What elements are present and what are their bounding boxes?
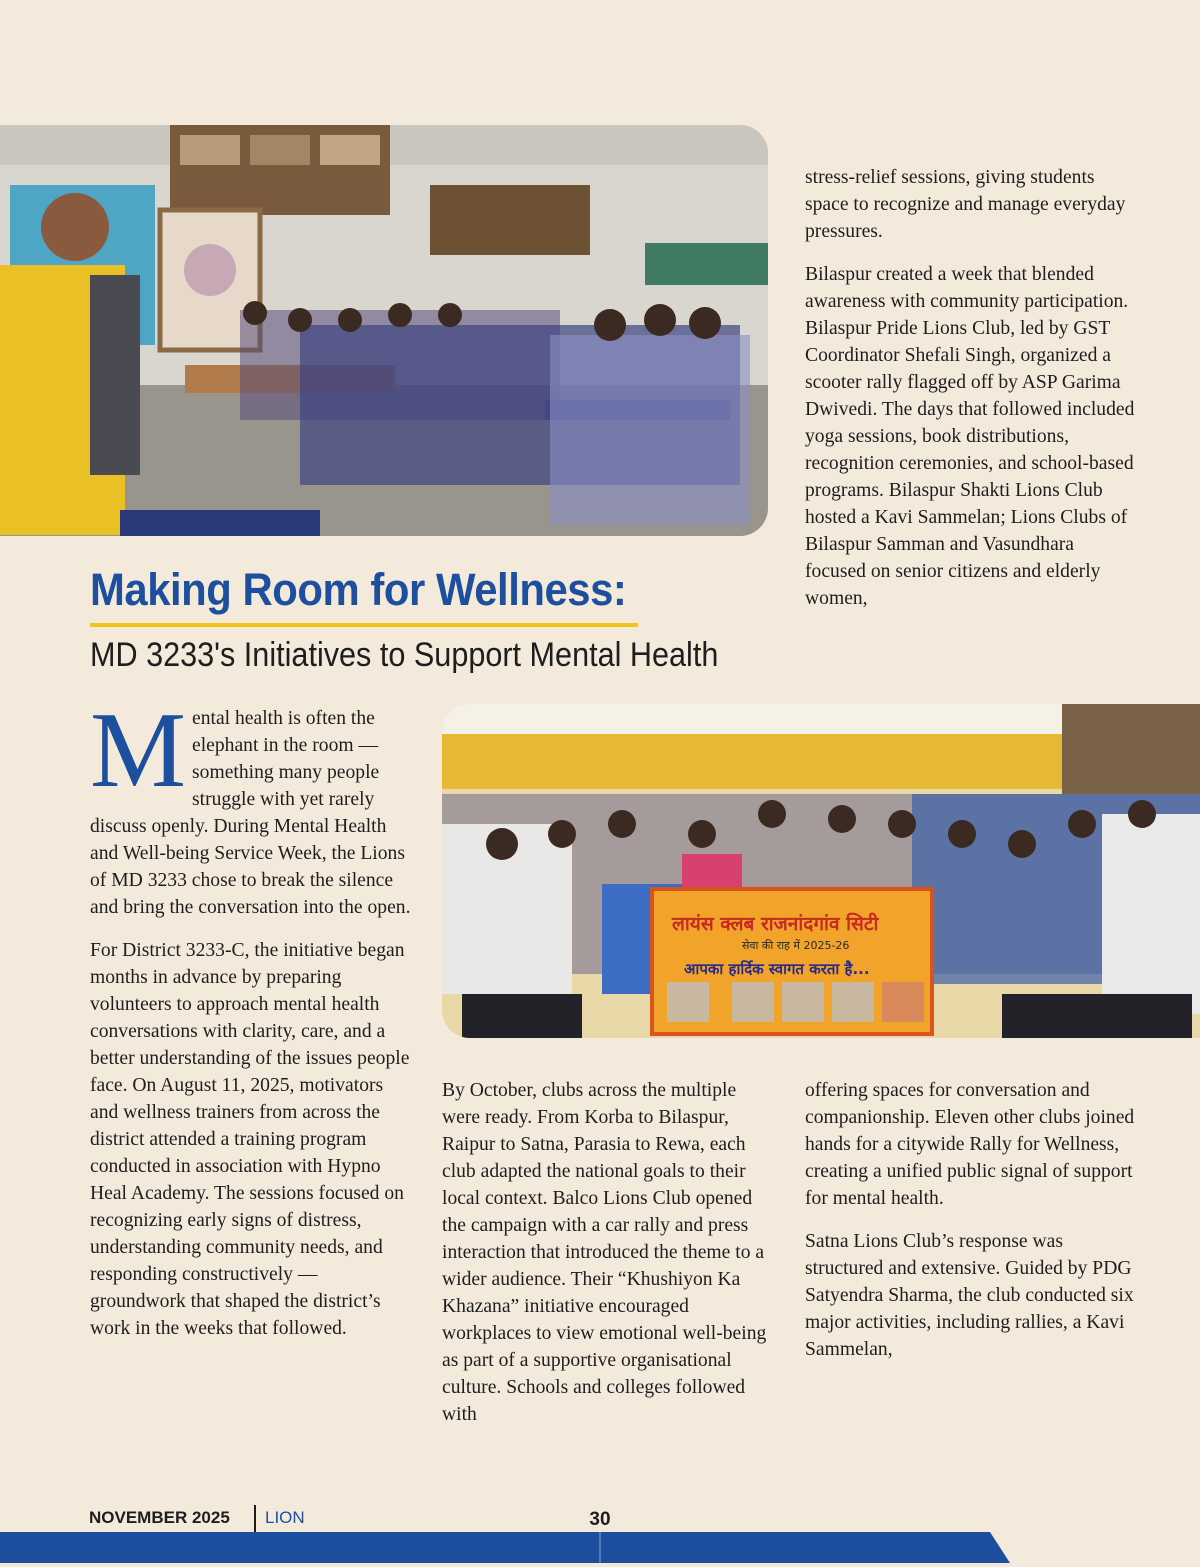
group-banner-photo bbox=[442, 704, 1200, 1038]
article-headline: Making Room for Wellness: bbox=[90, 564, 627, 615]
page-number: 30 bbox=[589, 1509, 611, 1530]
footer-magazine-name: LION bbox=[265, 1508, 305, 1527]
intro-text: ental health is often the elephant in the room — something many people struggle with yet rarely discuss openly. During Mental Health and Well-being Service Week, the Lions of MD 3233 chose to break the silence and bring the conversation into the open. bbox=[90, 708, 411, 918]
banner-subtitle: सेवा की राह में 2025-26 bbox=[742, 939, 850, 952]
headline-underline bbox=[90, 623, 638, 627]
drop-cap: M bbox=[90, 691, 187, 810]
classroom-session-photo bbox=[0, 125, 768, 536]
banner-title: लायंस क्लब राजनांदगांव सिटी bbox=[672, 913, 879, 935]
paragraph-october: By October, clubs across the multiple were ready. From Korba to Bilaspur, Raipur to Satna, Parasia to Rewa, each club adapted the national goals to their local context. Balco Lions Club opened the campaign with a car rally and press interaction that introduced the theme to a wider audience. Their “Khushiyon Ka Khazana” initiative encouraged workplaces to view emotional well-being as part of a supportive organisational culture. Schools and colleges followed with bbox=[442, 1080, 767, 1425]
article-subheadline: MD 3233's Initiatives to Support Mental Health bbox=[90, 636, 719, 674]
column-left bbox=[90, 691, 415, 1358]
footer-divider bbox=[254, 1505, 256, 1533]
paragraph-continuation-2: offering spaces for conversation and companionship. Eleven other clubs joined hands for a citywide Rally for Wellness, creating a unified public signal of support for mental health. bbox=[805, 1080, 1135, 1209]
banner-welcome: आपका हार्दिक स्वागत करता है... bbox=[684, 960, 870, 978]
paragraph-satna: Satna Lions Club’s response was structured and extensive. Guided by PDG Satyendra Sharma, the club conducted six major activities, including rallies, a Kavi Sammelan, bbox=[805, 1231, 1134, 1360]
footer-band bbox=[0, 1532, 1200, 1563]
footer-issue-date: NOVEMBER 2025 bbox=[89, 1508, 230, 1527]
paragraph-continuation: stress-relief sessions, giving students space to recognize and manage everyday pressures. bbox=[805, 167, 1126, 242]
column-right-top bbox=[805, 164, 1135, 628]
paragraph-district: For District 3233-C, the initiative began months in advance by preparing volunteers to approach mental health conversations with clarity, care, and a better understanding of the issues people face. On August 11, 2025, motivators and wellness trainers from across the district attended a training program conducted in association with Hypno Heal Academy. The sessions focused on recognizing early signs of distress, understanding community needs, and responding constructively — groundwork that shaped the district’s work in the weeks that followed. bbox=[90, 940, 410, 1339]
column-middle bbox=[442, 1077, 777, 1444]
column-right-bottom bbox=[805, 1077, 1135, 1379]
paragraph-intro bbox=[90, 691, 415, 921]
paragraph-bilaspur: Bilaspur created a week that blended awareness with community participation. Bilaspur Pride Lions Club, led by GST Coordinator Shefali Singh, organized a scooter rally flagged off by ASP Garima Dwivedi. The days that followed included yoga sessions, book distributions, recognition ceremonies, and school-based programs. Bilaspur Shakti Lions Club hosted a Kavi Sammelan; Lions Clubs of Bilaspur Samman and Vasundhara focused on senior citizens and elderly women, bbox=[805, 264, 1135, 609]
